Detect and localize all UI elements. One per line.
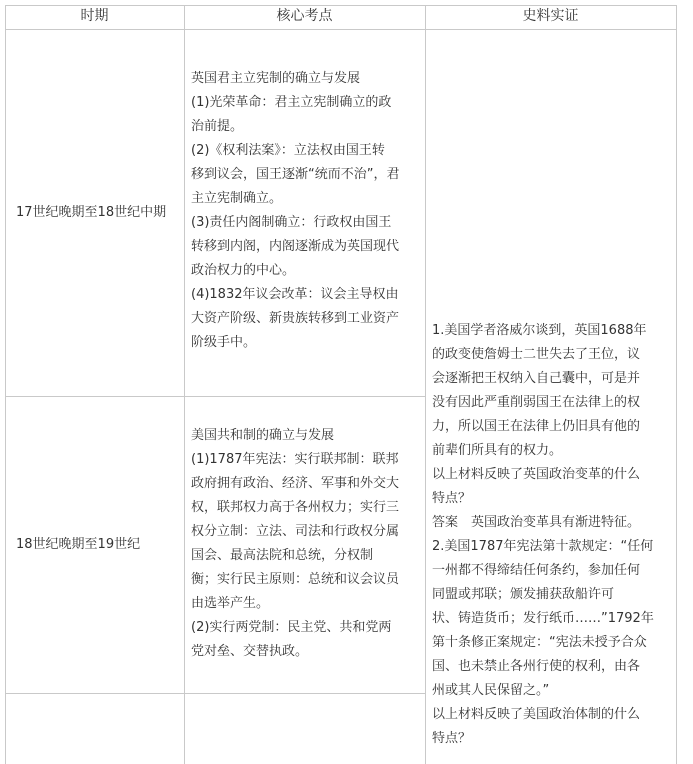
core-line: (4)1832年议会改革：议会主导权由 [191, 287, 399, 302]
evidence-line: 一州都不得缔结任何条约，参加任何 [432, 563, 641, 578]
evidence-line: 以上材料反映了英国政治变革的什么 [432, 467, 641, 482]
evidence-line: 州或其人民保留之。” [432, 683, 550, 698]
core-line: 衡；实行民主原则：总统和议会议员 [191, 572, 400, 587]
row1-left-bottom-border [5, 396, 425, 397]
core-line: 党对垒、交替执政。 [191, 644, 309, 659]
column-divider-2 [425, 5, 426, 764]
core-line: 阶级手中。 [191, 335, 257, 350]
evidence-line: 第十条修正案规定：“宪法未授予合众 [432, 635, 647, 650]
row2-period: 18世纪晚期至19世纪 [16, 537, 141, 552]
evidence-line: 会逐渐把王权纳入自己囊中，可是并 [432, 371, 641, 386]
core-line: 主立宪制确立。 [191, 191, 283, 206]
core-line: 由选举产生。 [191, 596, 270, 611]
table-left-border [5, 5, 6, 764]
evidence-line: 以上材料反映了美国政治体制的什么 [432, 707, 641, 722]
evidence-line: 前辈们所具有的权力。 [432, 443, 563, 458]
evidence-line: 力，所以国王在法律上仍旧具有他的 [432, 419, 641, 434]
header-period: 时期 [80, 8, 109, 24]
core-line: 权分立制：立法、司法和行政权分属 [191, 524, 400, 539]
evidence-line: 答案 英国政治变革具有渐进特征。 [432, 515, 641, 530]
core-line: (3)责任内阁制确立：行政权由国王 [191, 215, 392, 230]
header-core: 核心考点 [276, 8, 333, 24]
core-line: (2)实行两党制：民主党、共和党两 [191, 620, 392, 635]
core-line: 国会、最高法院和总统，分权制 [191, 548, 374, 563]
core-line: (2)《权利法案》：立法权由国王转 [191, 143, 385, 158]
row2-core [191, 424, 399, 664]
header-evidence: 史料实证 [522, 8, 579, 24]
row2-left-bottom-border [5, 693, 425, 694]
core-line: 移到议会，国王逐渐“统而不治”，君 [191, 167, 400, 182]
core-line: 英国君主立宪制的确立与发展 [191, 71, 361, 86]
core-line: 政府拥有政治、经济、军事和外交大 [191, 476, 400, 491]
evidence-line: 2.美国1787年宪法第十款规定：“任何 [432, 539, 654, 554]
core-line: 大资产阶级、新贵族转移到工业资产 [191, 311, 400, 326]
evidence-line: 国、也未禁止各州行使的权利，由各 [432, 659, 641, 674]
evidence-text [432, 319, 654, 751]
evidence-line: 的政变使詹姆士二世失去了王位，议 [432, 347, 641, 362]
core-line: 政治权力的中心。 [191, 263, 296, 278]
evidence-line: 1.美国学者洛威尔谈到，英国1688年 [432, 323, 647, 338]
core-line: (1)1787年宪法：实行联邦制：联邦 [191, 452, 399, 467]
core-line: 权，联邦权力高于各州权力；实行三 [191, 500, 400, 515]
core-line: 转移到内阁，内阁逐渐成为英国现代 [191, 239, 400, 254]
evidence-line: 没有因此严重削弱国王在法律上的权 [432, 395, 641, 410]
row1-core [191, 67, 399, 355]
header-bottom-border [5, 29, 677, 30]
evidence-line: 特点？ [432, 491, 472, 506]
evidence-line: 同盟或邦联；颁发捕获敌船许可 [432, 587, 615, 602]
table-right-border [676, 5, 677, 764]
evidence-line: 特点？ [432, 731, 472, 746]
core-line: 治前提。 [191, 119, 244, 134]
evidence-line: 状、铸造货币；发行纸币……”1792年 [432, 611, 654, 626]
core-line: (1)光荣革命：君主立宪制确立的政 [191, 95, 392, 110]
row1-period: 17世纪晚期至18世纪中期 [16, 205, 167, 220]
column-divider-1 [184, 5, 185, 764]
core-line: 美国共和制的确立与发展 [191, 428, 335, 443]
